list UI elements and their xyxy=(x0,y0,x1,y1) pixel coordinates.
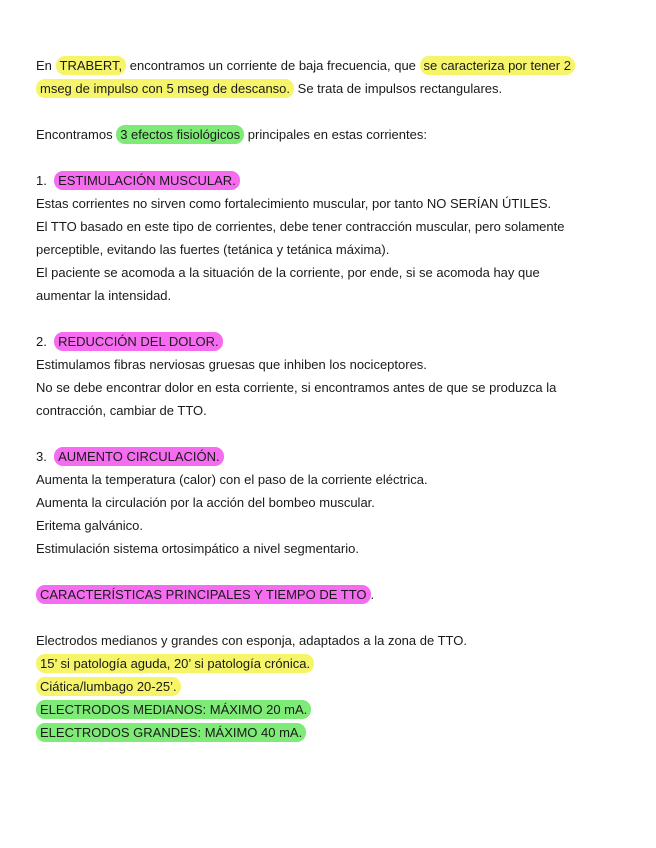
section-number: 1. xyxy=(36,173,47,188)
medium-electrodes-line xyxy=(36,698,626,721)
electrodes-line: Electrodos medianos y grandes con esponja, adaptados a la zona de TTO. xyxy=(36,633,467,648)
highlight-sciatica: Ciática/lumbago 20-25’. xyxy=(36,677,181,696)
section-number: 3. xyxy=(36,449,47,464)
effects-intro xyxy=(36,123,626,146)
highlight-effects: 3 efectos fisiológicos xyxy=(116,125,244,144)
time-line xyxy=(36,652,626,675)
document-page xyxy=(36,54,626,744)
intro-line-1 xyxy=(36,54,626,77)
section-1-line: El TTO basado en este tipo de corrientes, debe tener contracción muscular, pero solamente xyxy=(36,219,565,234)
section-3-line: Aumenta la temperatura (calor) con el paso de la corriente eléctrica. xyxy=(36,472,428,487)
intro-line-2 xyxy=(36,77,626,100)
large-electrodes-line xyxy=(36,721,626,744)
section-1-line: El paciente se acomoda a la situación de la corriente, por ende, si se acomoda hay que xyxy=(36,265,540,280)
text: principales en estas corrientes: xyxy=(244,127,427,142)
section-title: ESTIMULACIÓN MUSCULAR. xyxy=(54,171,240,190)
highlight-impulse: mseg de impulso con 5 mseg de descanso. xyxy=(36,79,294,98)
section-1-line: perceptible, evitando las fuertes (tetánica y tetánica máxima). xyxy=(36,242,390,257)
section-1-line: aumentar la intensidad. xyxy=(36,288,172,303)
section-1-heading xyxy=(36,169,626,192)
section-number: 2. xyxy=(36,334,47,349)
text: encontramos un corriente de baja frecuencia, que xyxy=(126,58,420,73)
section-title: REDUCCIÓN DEL DOLOR. xyxy=(54,332,223,351)
section-3-line: Aumenta la circulación por la acción del bombeo muscular. xyxy=(36,495,375,510)
sciatica-line xyxy=(36,675,626,698)
highlight-time: 15’ si patología aguda, 20’ si patología crónica. xyxy=(36,654,314,673)
text: Encontramos xyxy=(36,127,117,142)
section-3-line: Estimulación sistema ortosimpático a nivel segmentario. xyxy=(36,541,359,556)
highlight-trabert: TRABERT, xyxy=(56,56,127,75)
section-2-line: Estimulamos fibras nerviosas gruesas que inhiben los nociceptores. xyxy=(36,357,427,372)
section-3-heading xyxy=(36,445,626,468)
section-2-heading xyxy=(36,330,626,353)
section-1-line: Estas corrientes no sirven como fortalecimiento muscular, por tanto NO SERÍAN ÚTILES. xyxy=(36,196,552,211)
section-title: AUMENTO CIRCULACIÓN. xyxy=(54,447,224,466)
characteristics-title: CARACTERÍSTICAS PRINCIPALES Y TIEMPO DE TTO xyxy=(36,585,371,604)
text: . xyxy=(370,587,375,602)
characteristics-heading xyxy=(36,583,626,606)
highlight-characteristic: se caracteriza por tener 2 xyxy=(420,56,575,75)
section-2-line: No se debe encontrar dolor en esta corriente, si encontramos antes de que se produzca la xyxy=(36,380,557,395)
text: Se trata de impulsos rectangulares. xyxy=(294,81,503,96)
section-2-line: contracción, cambiar de TTO. xyxy=(36,403,207,418)
highlight-large-electrodes: ELECTRODOS GRANDES: MÁXIMO 40 mA. xyxy=(36,723,306,742)
section-3-line: Eritema galvánico. xyxy=(36,518,143,533)
text: En xyxy=(36,58,56,73)
highlight-medium-electrodes: ELECTRODOS MEDIANOS: MÁXIMO 20 mA. xyxy=(36,700,311,719)
